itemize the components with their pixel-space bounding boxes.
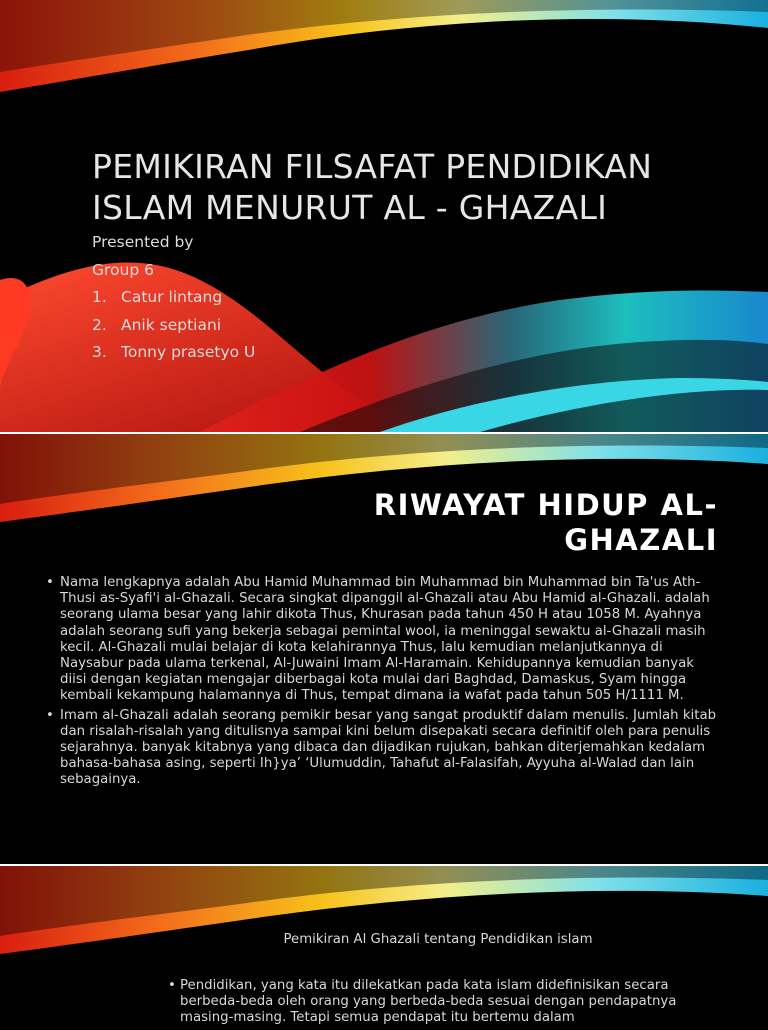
slide-1 [0, 0, 768, 432]
member-item [92, 287, 492, 315]
member-name: Tonny prasetyo U [121, 343, 256, 361]
bullet-text: Nama lengkapnya adalah Abu Hamid Muhammad bin Muhammad bin Muhammad bin Ta'us Ath-Thusi as-Syafi'i al-Ghazali. Secara singkat dipanggil al-Ghazali atau Abu Hamid al-Ghazali. adalah seorang ulama besar yang lahir dikota Thus, Khurasan pada tahun 450 H atau 1058 M. Ayahnya adalah seorang sufi yang bekerja sebagai pemintal wool, ia meninggal sewaktu al-Ghazali masih kecil. Al-Ghazali mulai belajar di kota kelahirannya Thus, lalu kemudian melanjutkannya di Naysabur pada ulama terkenal, Al-Juwaini Imam Al-Haramain. Kehidupannya kemudian banyak diisi dengan kegiatan mengajar diberbagai kota mulai dari Baghdad, Damaskus, Syam hingga kembali kekampung halamannya di Thus, tempat dimana ia wafat pada tahun 505 H/1111 M. [60, 575, 710, 704]
member-item [92, 315, 492, 343]
bullet-dot: • [46, 707, 54, 723]
slide-2-title [298, 488, 718, 558]
member-number: 2. [92, 315, 107, 334]
bullet-dot: • [168, 978, 176, 993]
slide-1-title-line-2: ISLAM MENURUT AL - GHAZALI [92, 188, 608, 227]
slide-3-title: Pemikiran Al Ghazali tentang Pendidikan islam [283, 932, 593, 947]
slide-1-title [92, 146, 732, 228]
member-name: Catur lintang [121, 288, 223, 306]
member-number: 1. [92, 288, 107, 306]
slide-2-title-line-2: GHAZALI [564, 523, 718, 557]
slide-1-title-line-1: PEMIKIRAN FILSAFAT PENDIDIKAN [92, 147, 653, 186]
slide-2-body [44, 575, 724, 792]
presented-by-label: Presented by [92, 233, 194, 251]
bullet-item [168, 978, 728, 1027]
member-number: 3. [92, 343, 107, 361]
bullet-item [44, 575, 724, 705]
bullet-dot: • [46, 575, 54, 590]
member-name: Anik septiani [121, 315, 222, 334]
bullet-text: Imam al-Ghazali adalah seorang pemikir besar yang sangat produktif dalam menulis. Jumlah kitab dan risalah-risalah yang ditulisnya sampai kini belum disepakati secara definitif oleh para penulis sejarahnya. banyak kitabnya yang dibaca dan dijadikan rujukan, bahkan diterjemahkan kedalam bahasa-bahasa asing, seperti Ih}ya’ ‘Ulumuddin, Tahafut al-Falasifah, Ayyuha al-Walad dan lain sebagainya. [60, 707, 717, 788]
bullet-text: Pendidikan, yang kata itu dilekatkan pada kata islam didefinisikan secara berbeda-beda oleh orang yang berbeda-beda sesuai dengan pendapatnya masing-masing. Tetapi semua pendapat itu bertemu dalam [180, 978, 677, 1026]
bullet-item [44, 708, 724, 789]
presenter-list [92, 232, 492, 370]
group-label: Group 6 [92, 260, 154, 279]
member-item [92, 342, 492, 370]
slide-2-title-line-1: RIWAYAT HIDUP AL- [373, 488, 718, 522]
slide-3-body [168, 978, 728, 1030]
